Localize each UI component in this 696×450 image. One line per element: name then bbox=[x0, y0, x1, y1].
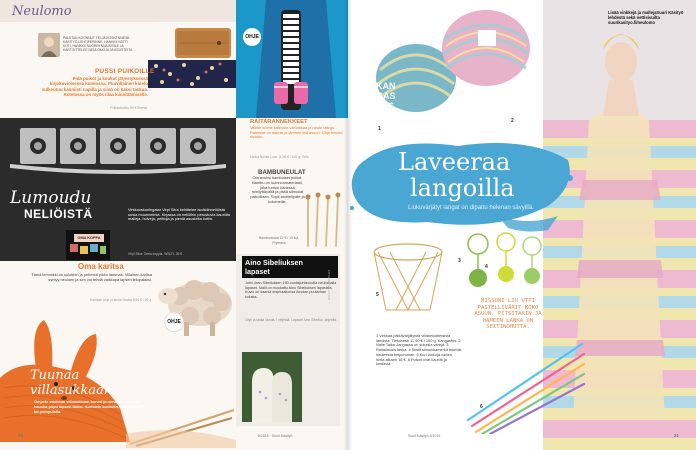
sheep-ohje-badge: OHJE bbox=[164, 312, 184, 332]
num-5: 5 bbox=[376, 292, 379, 298]
lumoudu-text: Virkkauskuningatar Virpi Siira kehittelee isoäidinneliöistä uusia muunnelmia. Kirjassa on neliöihin perustuvia kauniita malleja, huiveja, peittoja ja pieniä asusteita kotiin. bbox=[128, 207, 230, 222]
section-title: Neulomo bbox=[12, 4, 72, 19]
lumoudu-title-1: Lumoudu bbox=[10, 188, 92, 208]
keyboard-text: Valitse kolme kaunista värilankaa ja neulo raitoja. Ranneke on kaunis ja lämmin lisä asuun. Ohje lehden sivuilla. bbox=[250, 125, 343, 140]
stitch-markers-image bbox=[456, 226, 546, 296]
lumoudu-credit: Virpi Siira: Omia koppia. WSOY, 39 €. bbox=[128, 252, 184, 256]
mittens-photo bbox=[242, 352, 302, 422]
sheep-image bbox=[154, 262, 240, 342]
yarn-skeins-image bbox=[366, 0, 546, 140]
spine-shadow bbox=[344, 0, 352, 450]
yarn-label-3: TUS bbox=[376, 101, 394, 111]
keyboard-photo bbox=[236, 0, 348, 118]
lumoudu-title-2: NELIÖISTÄ bbox=[24, 207, 93, 221]
main-subtitle: Liukuvärjätyt langat on dipattu helenan sävyillä. bbox=[408, 205, 534, 211]
product-list: 1 Virkkaa pätkävärjätyistä villasekoitteisista lanoista. Tietoisesti 11,90 € / 100 g. Kangastus. 2 Nalle Taika -langassa on suloisia värejä. 3 Raitailisuus lanka. 4 Siistit silmukkamerkit tekevät neuleesta helpomman. 5 Kori lankoja varten, hinta alkaen 18 €. 6 Puikot ovat kauniit ja kestäviä. bbox=[376, 333, 462, 367]
bunny-title-1: Tuunaa bbox=[30, 368, 80, 383]
book-label: OMA KOPPA bbox=[74, 234, 104, 242]
author-photo bbox=[38, 33, 60, 57]
pouch-image bbox=[175, 28, 231, 58]
left-page-number: 20 bbox=[18, 433, 24, 438]
num-4: 4 bbox=[485, 264, 488, 270]
keyboard-ohje-badge: OHJE bbox=[243, 28, 261, 46]
num-3: 3 bbox=[458, 258, 461, 264]
aino-text: Juhli Jean Sibeliuksen 150-vuotisjuhlavuotta neulomalla lapaset. Malli on muokattu Aino Sibeliuksen lapasista. Kuvio on saanut inspiraationsa Ainolan puutarhan kukista. bbox=[245, 281, 337, 299]
bamboo-title: BAMBUNEULAT bbox=[258, 169, 306, 176]
keyboard-title: RAITARANNEKKEET bbox=[250, 119, 308, 125]
pouch-text: Pidä puikot ja koukut järjestyksessä kirjokuvioisessa kotelossa. Puuvillainen kotelo sulkeutuu kauniisti napilla ja siinä on kaksi taskua. Kotelossa on myös tilaa kiinnittämiselle. bbox=[41, 76, 148, 98]
aino-title-1: Aino Sibeliuksen bbox=[245, 258, 303, 267]
pouch-fabric bbox=[148, 60, 236, 88]
sheep-title: Oma karitsa bbox=[78, 262, 124, 271]
aino-title-2: lapaset bbox=[245, 267, 270, 276]
bunny-title-2: villasukkaan bbox=[30, 383, 113, 398]
yarn-label-1: KAN bbox=[376, 81, 396, 91]
top-right-box bbox=[608, 10, 690, 36]
keyboard-credit: Lanka Novita Luxe 11,90 € / 100 g. Taito bbox=[250, 155, 309, 159]
bunny-text: Ompele vanhaan villasukkaan korvat ja nenä. Näin syntyy hauska pupu lapsen iloksi. Koristele kuvioilla, nappisilmillä tai pompulalla. bbox=[34, 399, 144, 414]
aino-credit: Ohje ja lanka Novita 7 veljestä. Lapaset Aino Sibelius -ohjeella. bbox=[245, 318, 338, 322]
main-title-2: langoilla bbox=[410, 174, 515, 202]
right-page bbox=[348, 0, 696, 450]
sheep-text: Tämä lemmikki on suloinen ja pehmeä pikku lammas. Villainen karitsa syntyy neuloen ja sen voi tehdä vaikkapa lapsen lelupalaksi. bbox=[31, 272, 152, 282]
colored-needles-image bbox=[466, 334, 586, 434]
pouch-credit: Puikkokotelo 59 € Bernat. bbox=[110, 106, 148, 110]
bamboo-credit: Bambuneulat 12 € / 10 kpl, Prymass bbox=[258, 236, 300, 246]
aino-side-credit: KUVAT: VALMISTAJAT bbox=[327, 269, 331, 300]
needles-image bbox=[126, 404, 236, 448]
num-1: 1 bbox=[378, 126, 381, 132]
balls-note: MISSONI LIU UTTI PASTELLIVÄRIT KOKO ASUUN. PITSITAKIN JA HAMEEN LANKA ON SEITINOHUTTA. bbox=[474, 298, 542, 331]
author-text: PALSTAN KOONNUT TELJA KOSKENNIEMI. KÄSITYÖ-LEHTIPERINNE, HANKKII NÄTTI KOTI, HANKKII NUOREENNAISVIILE JA KARTOITTELEE NEULOMOJA JA ASUSTEITA. bbox=[63, 36, 134, 53]
bamboo-text: Ota avuksi bambuiset puikot. Bambu on luonnonmateriaali, joka tuntuu kädessä miellyttävältä ja pitää silmukat paikoillaan. Sopii aloittelijoille ja kokeneille. bbox=[250, 175, 305, 204]
bamboo-needles-image bbox=[300, 190, 346, 250]
num-2: 2 bbox=[511, 118, 514, 124]
left-page-footer: 6/2015 · Suuri Käsityö bbox=[258, 434, 293, 438]
num-6: 6 bbox=[480, 404, 483, 410]
wire-basket-image bbox=[368, 240, 448, 320]
right-page-footer: Suuri Käsityö 6/2015 bbox=[408, 434, 441, 438]
right-page-number: 21 bbox=[674, 433, 680, 438]
yarn-label-2: GAS bbox=[376, 91, 396, 101]
sheep-credit: Karitsan ohje ja lanka Novita 5,90 € / 50 g. bbox=[90, 298, 152, 302]
book-cover bbox=[66, 230, 110, 260]
main-title-1: Laveeraa bbox=[398, 148, 511, 176]
pouch-title: PUSSI PUIKOILLE bbox=[95, 68, 155, 75]
top-right-text: Lisää vinkkejä ja mallejaSuuri Käsityö lehdestä sekä nettisivuilta suurikasityo.fi/neulomo bbox=[608, 10, 684, 25]
